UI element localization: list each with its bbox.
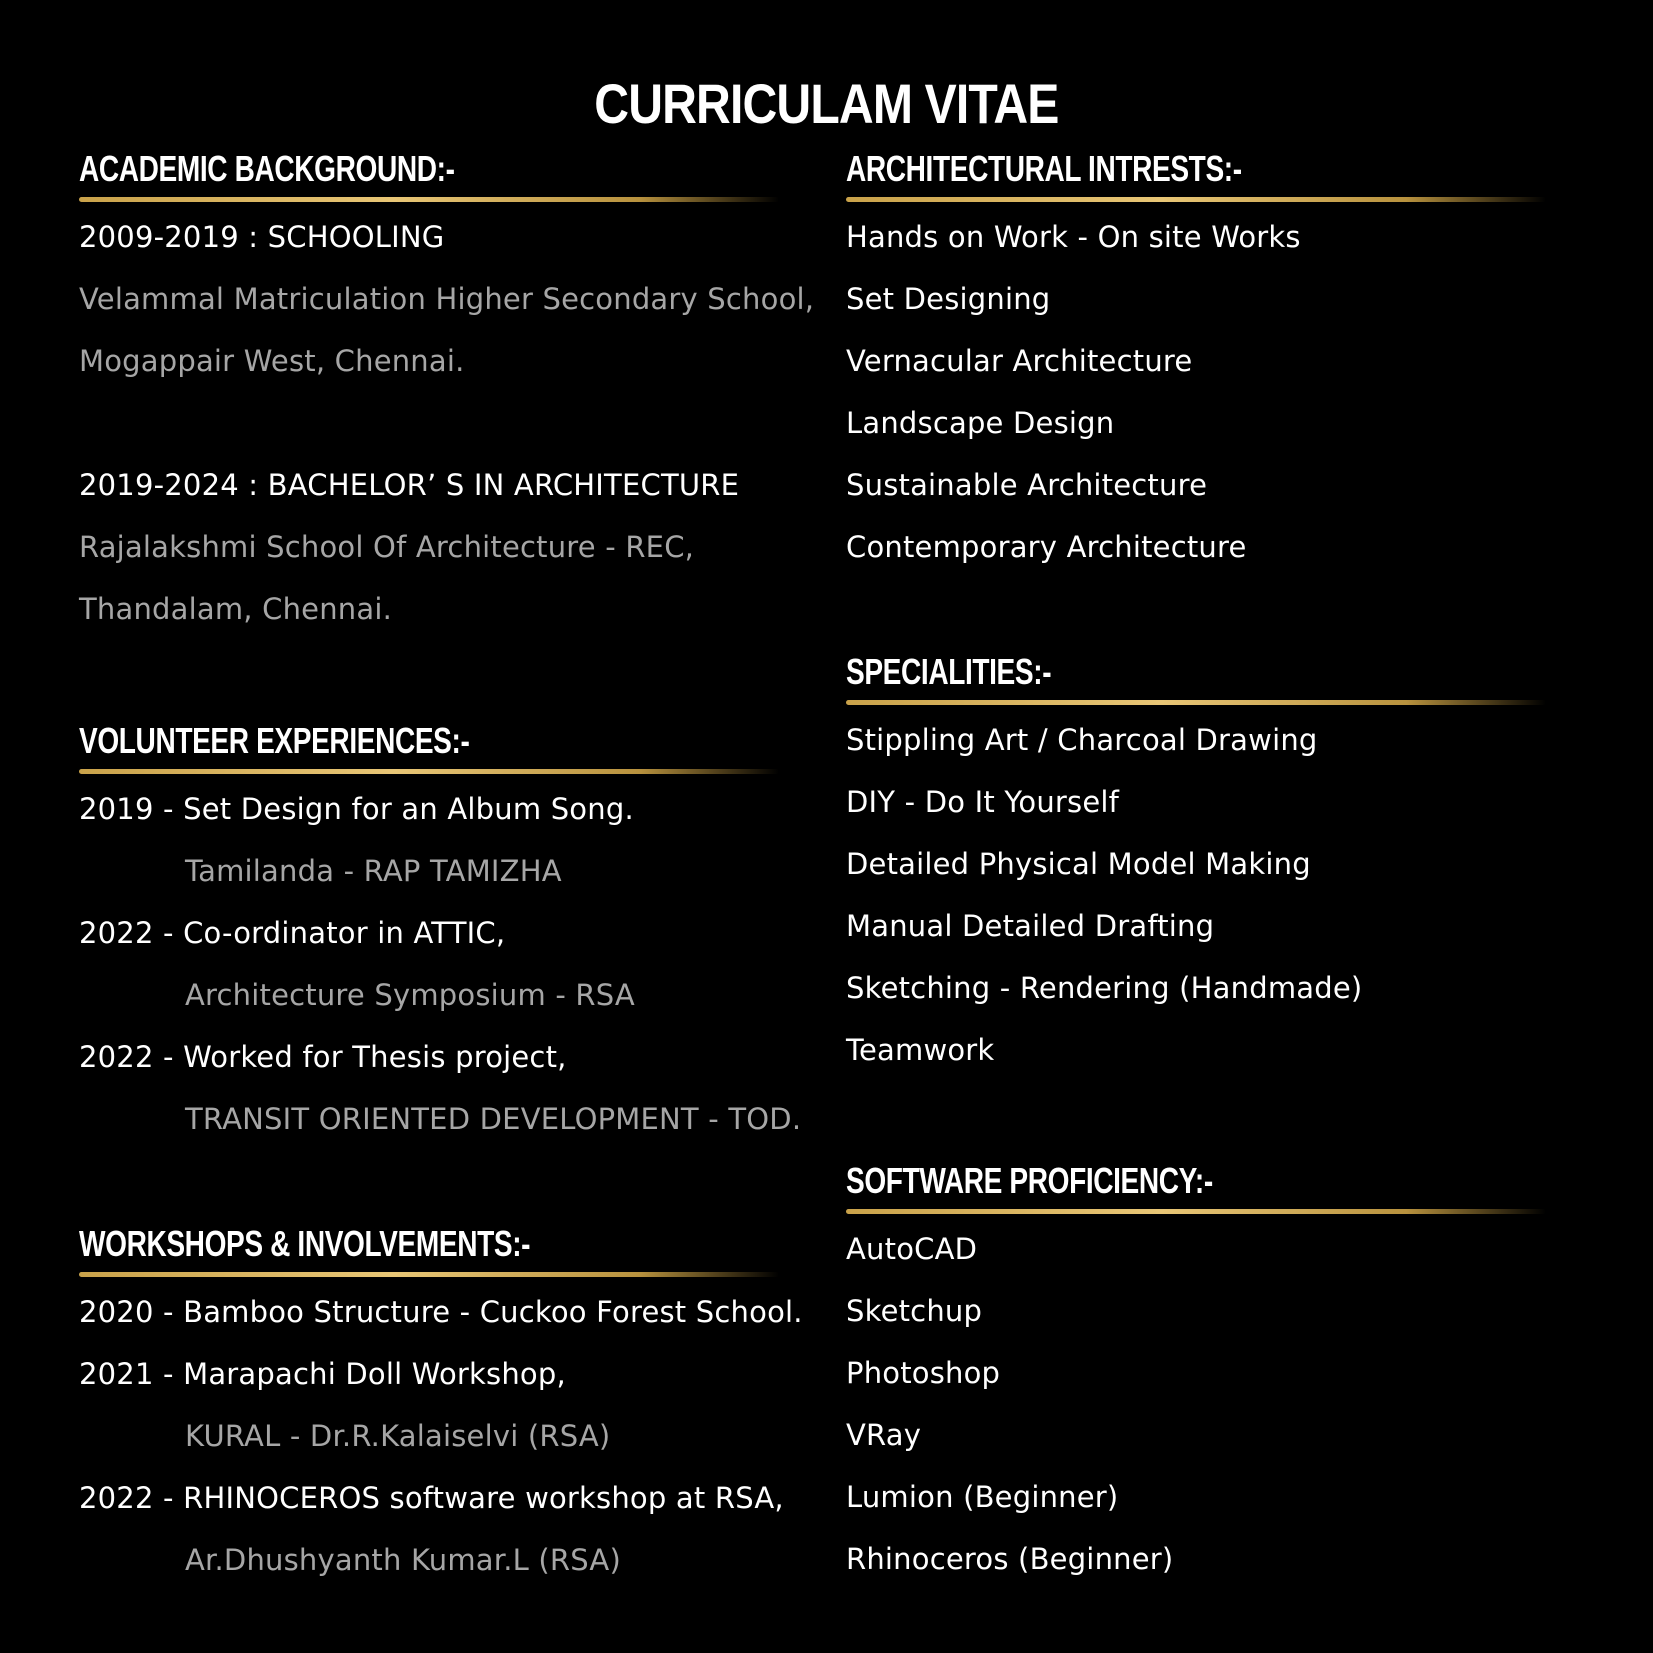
list-item: AutoCAD — [846, 1232, 978, 1266]
list-item: 2022 - Worked for Thesis project, — [79, 1040, 567, 1074]
list-item: Manual Detailed Drafting — [846, 909, 1215, 943]
list-item: Tamilanda - RAP TAMIZHA — [185, 854, 562, 888]
specialities-heading: SPECIALITIES:- — [846, 651, 1052, 692]
list-item: Teamwork — [846, 1033, 995, 1067]
list-item: Detailed Physical Model Making — [846, 847, 1311, 881]
list-item: Thandalam, Chennai. — [79, 592, 393, 626]
volunteer-experiences-section — [79, 721, 801, 1150]
gold-divider — [846, 197, 1546, 202]
list-item: 2009-2019 : SCHOOLING — [79, 220, 445, 254]
list-item: Ar.Dhushyanth Kumar.L (RSA) — [185, 1543, 621, 1577]
list-item: 2019 - Set Design for an Album Song. — [79, 792, 634, 826]
software-list — [846, 1218, 1546, 1590]
list-item: Sustainable Architecture — [846, 468, 1208, 502]
spacer — [79, 392, 814, 454]
list-item: Photoshop — [846, 1356, 1001, 1390]
list-item: Landscape Design — [846, 406, 1115, 440]
list-item: 2022 - RHINOCEROS software workshop at RSA, — [79, 1481, 784, 1515]
list-item: Architecture Symposium - RSA — [185, 978, 635, 1012]
gold-divider — [846, 700, 1546, 705]
list-item: Rajalakshmi School Of Architecture - REC, — [79, 530, 695, 564]
academic-background-section — [79, 149, 814, 640]
list-item: Contemporary Architecture — [846, 530, 1247, 564]
workshops-list — [79, 1281, 803, 1591]
list-item: 2019-2024 : BACHELOR’ S IN ARCHITECTURE — [79, 468, 740, 502]
workshops-involvements-heading: WORKSHOPS & INVOLVEMENTS:- — [79, 1223, 531, 1264]
volunteer-experiences-heading: VOLUNTEER EXPERIENCES:- — [79, 720, 470, 761]
list-item: Set Designing — [846, 282, 1051, 316]
list-item: Lumion (Beginner) — [846, 1480, 1119, 1514]
list-item: 2020 - Bamboo Structure - Cuckoo Forest School. — [79, 1295, 803, 1329]
list-item: 2022 - Co-ordinator in ATTIC, — [79, 916, 506, 950]
page-title: CURRICULAM VITAE — [594, 72, 1059, 135]
list-item: Vernacular Architecture — [846, 344, 1193, 378]
gold-divider — [79, 197, 779, 202]
architectural-interests-heading: ARCHITECTURAL INTRESTS:- — [846, 148, 1242, 189]
list-item: Sketchup — [846, 1294, 983, 1328]
interests-list — [846, 206, 1546, 578]
software-proficiency-section — [846, 1161, 1546, 1590]
list-item: Mogappair West, Chennai. — [79, 344, 465, 378]
list-item: Rhinoceros (Beginner) — [846, 1542, 1174, 1576]
specialities-section — [846, 652, 1546, 1081]
list-item: Velammal Matriculation Higher Secondary School, — [79, 282, 815, 316]
software-proficiency-heading: SOFTWARE PROFICIENCY:- — [846, 1160, 1213, 1201]
list-item: TRANSIT ORIENTED DEVELOPMENT - TOD. — [185, 1102, 802, 1136]
academic-background-heading: ACADEMIC BACKGROUND:- — [79, 148, 455, 189]
gold-divider — [846, 1209, 1546, 1214]
specialities-list — [846, 709, 1546, 1081]
volunteer-list — [79, 778, 801, 1150]
list-item: 2021 - Marapachi Doll Workshop, — [79, 1357, 566, 1391]
list-item: Stippling Art / Charcoal Drawing — [846, 723, 1318, 757]
list-item: Hands on Work - On site Works — [846, 220, 1301, 254]
gold-divider — [79, 769, 779, 774]
workshops-involvements-section — [79, 1224, 803, 1591]
academic-list — [79, 206, 814, 640]
list-item: VRay — [846, 1418, 922, 1452]
list-item: DIY - Do It Yourself — [846, 785, 1120, 819]
architectural-interests-section — [846, 149, 1546, 578]
list-item: Sketching - Rendering (Handmade) — [846, 971, 1363, 1005]
list-item: KURAL - Dr.R.Kalaiselvi (RSA) — [185, 1419, 611, 1453]
gold-divider — [79, 1272, 779, 1277]
